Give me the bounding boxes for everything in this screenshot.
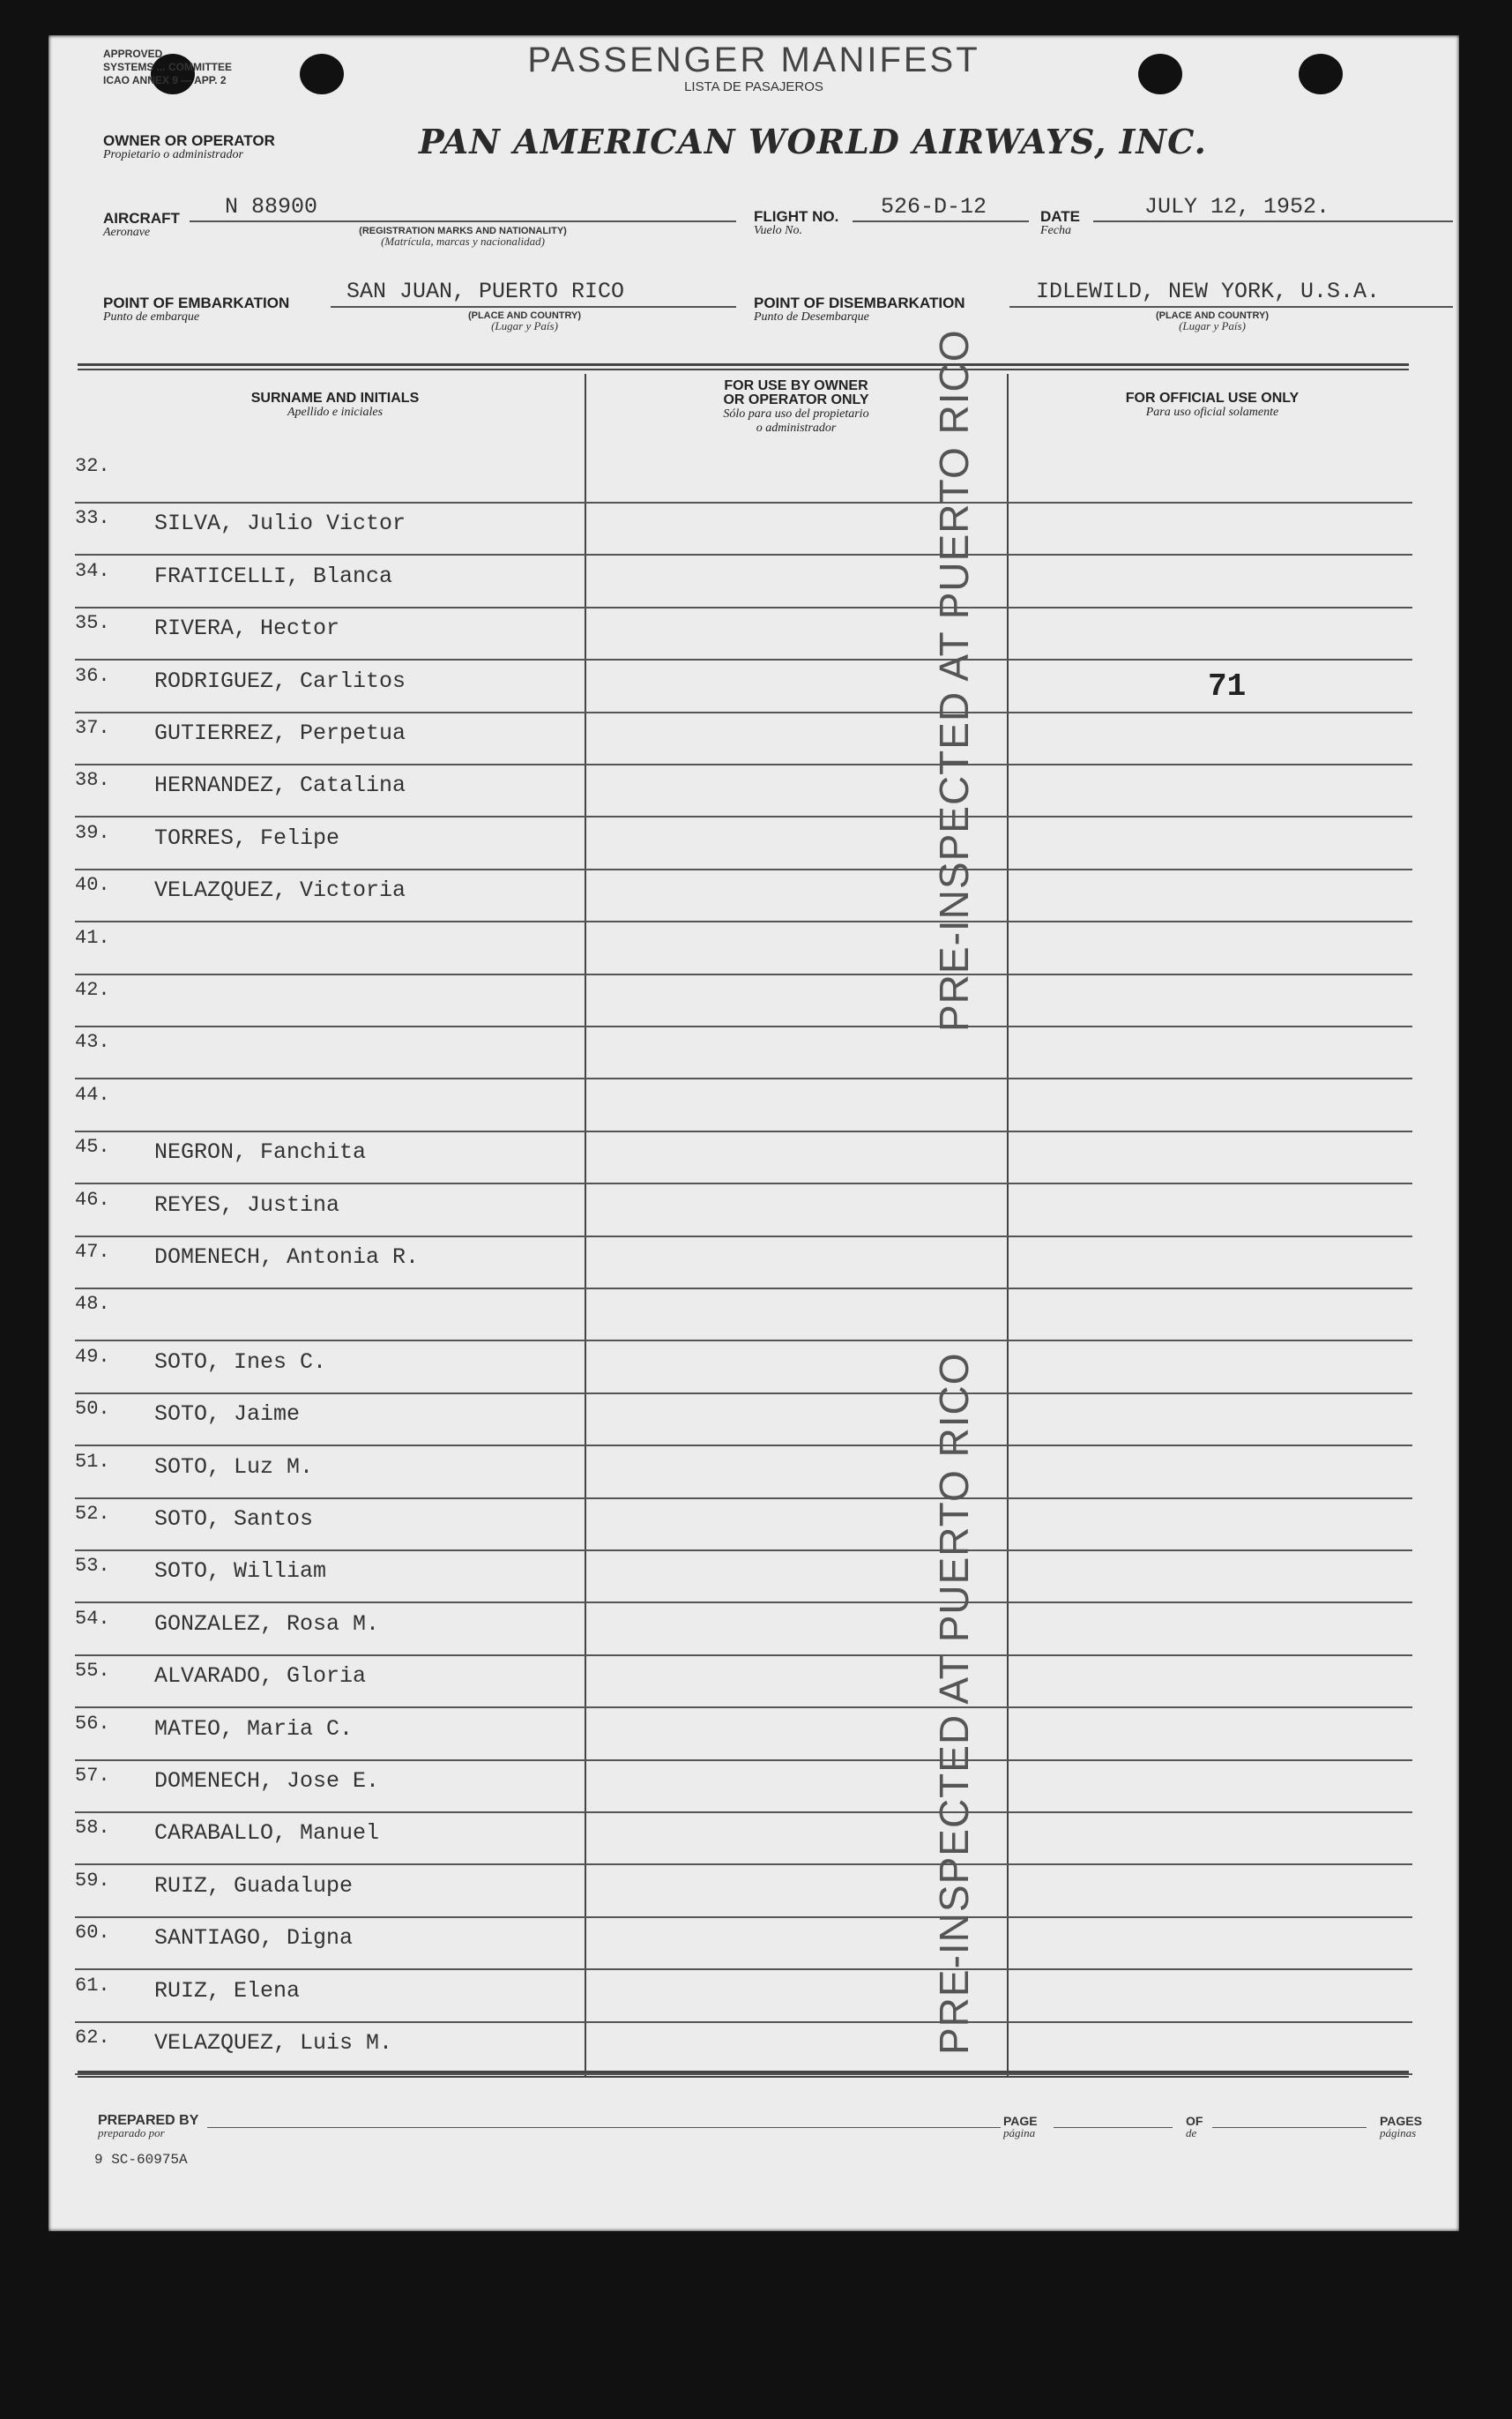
passenger-name: FRATICELLI, Blanca (154, 563, 393, 589)
row-number: 36. (75, 664, 110, 687)
table-row (75, 974, 1412, 1027)
row-number: 55. (75, 1660, 110, 1683)
flight-underline (853, 220, 1029, 222)
form-number: 9 SC-60975A (94, 2152, 188, 2168)
table-row (75, 1549, 1412, 1603)
table-row (75, 1340, 1412, 1394)
row-number: 59. (75, 1869, 110, 1892)
passenger-name: NEGRON, Fanchita (154, 1139, 367, 1166)
row-number: 34. (75, 559, 110, 582)
place-note: (PLACE AND COUNTRY) (Lugar y País) (1155, 310, 1270, 332)
row-number: 48. (75, 1293, 110, 1316)
passenger-name: SOTO, William (154, 1558, 327, 1585)
passenger-name: RUIZ, Elena (154, 1977, 301, 2004)
table-row (75, 1759, 1412, 1813)
row-number: 61. (75, 1974, 110, 1997)
table-row (75, 1916, 1412, 1970)
passenger-name: SOTO, Santos (154, 1506, 314, 1532)
embarkation-label: POINT OF EMBARKATION Punto de embarque (103, 295, 290, 324)
flight-label: FLIGHT NO. Vuelo No. (754, 208, 839, 237)
row-number: 49. (75, 1345, 110, 1368)
row-number: 44. (75, 1083, 110, 1106)
pre-inspected-stamp: PRE-INSPECTED AT PUERTO RICO (931, 329, 977, 1032)
disembarkation-label: POINT OF DISEMBARKATION Punto de Desembarque (754, 295, 965, 324)
flight-value: 526-D-12 (881, 194, 987, 220)
passenger-name: SOTO, Luz M. (154, 1453, 314, 1480)
owner-label: OWNER OR OPERATOR Propietario o administrador (103, 132, 275, 161)
row-number: 39. (75, 821, 110, 844)
row-number: 53. (75, 1555, 110, 1578)
row-number: 62. (75, 2027, 110, 2049)
form-subtitle: LISTA DE PASAJEROS (684, 79, 823, 94)
date-underline (1093, 220, 1453, 222)
passenger-name: RODRIGUEZ, Carlitos (154, 668, 406, 694)
aircraft-underline (190, 220, 736, 222)
table-row (75, 1445, 1412, 1499)
pages-label: PAGES páginas (1380, 2114, 1422, 2139)
table-row (75, 712, 1412, 765)
passenger-name: GUTIERREZ, Perpetua (154, 720, 406, 746)
owner-label-es: Propietario o administrador (103, 148, 243, 161)
footer-divider (78, 2071, 1409, 2078)
punch-hole (1299, 54, 1343, 94)
punch-hole (300, 54, 344, 94)
row-number: 52. (75, 1503, 110, 1525)
passenger-name: VELAZQUEZ, Victoria (154, 877, 406, 904)
table-row (75, 1707, 1412, 1761)
row-number: 42. (75, 979, 110, 1001)
row-number: 37. (75, 717, 110, 739)
column-header-official-use: FOR OFFICIAL USE ONLY Para uso oficial solamente (1125, 391, 1300, 419)
passenger-name: DOMENECH, Antonia R. (154, 1244, 420, 1270)
embarkation-label-es: Punto de embarque (103, 310, 200, 324)
row-number: 57. (75, 1765, 110, 1787)
table-row (75, 764, 1412, 818)
row-number: 58. (75, 1817, 110, 1840)
of-label: OF de (1186, 2114, 1203, 2139)
passenger-name: SOTO, Ines C. (154, 1348, 327, 1375)
passenger-name: CARABALLO, Manuel (154, 1820, 380, 1847)
manifest-page (48, 35, 1459, 2231)
embarkation-underline (331, 306, 736, 308)
row-number: 43. (75, 1031, 110, 1054)
row-number: 40. (75, 874, 110, 897)
table-row (75, 2021, 1412, 2075)
form-title: PASSENGER MANIFEST (527, 41, 980, 79)
place-note: (PLACE AND COUNTRY) (Lugar y País) (467, 310, 582, 332)
passenger-name: HERNANDEZ, Catalina (154, 773, 406, 799)
passenger-name: RIVERA, Hector (154, 616, 340, 642)
punch-hole (1138, 54, 1182, 94)
column-header-surname: SURNAME AND INITIALS Apellido e iniciales (250, 391, 420, 419)
passenger-name: VELAZQUEZ, Luis M. (154, 2030, 393, 2056)
header-divider (78, 363, 1409, 370)
aircraft-value: N 88900 (225, 194, 318, 220)
row-number: 60. (75, 1922, 110, 1945)
date-label-es: Fecha (1040, 224, 1071, 237)
table-row (75, 869, 1412, 922)
page-label: PAGE página (1003, 2114, 1038, 2139)
row-number: 50. (75, 1398, 110, 1421)
table-row (75, 1497, 1412, 1551)
passenger-name: SOTO, Jaime (154, 1401, 301, 1428)
row-number: 45. (75, 1136, 110, 1159)
date-label: DATE Fecha (1040, 208, 1081, 237)
table-row (75, 1811, 1412, 1865)
date-value: JULY 12, 1952. (1144, 194, 1330, 220)
embarkation-value: SAN JUAN, PUERTO RICO (346, 279, 625, 304)
passenger-name: REYES, Justina (154, 1191, 340, 1218)
passenger-name: SILVA, Julio Victor (154, 511, 406, 537)
aircraft-label: AIRCRAFT Aeronave (103, 210, 180, 239)
row-number: 46. (75, 1188, 110, 1211)
table-row (75, 450, 1412, 504)
table-row (75, 817, 1412, 870)
approval-line: SYSTEMS ... COMMITTEE (103, 61, 233, 73)
row-number: 32. (75, 455, 110, 477)
approval-line: ICAO ANNEX 9 — APP. 2 (103, 74, 227, 86)
table-row (75, 1392, 1412, 1446)
of-line (1212, 2127, 1367, 2128)
table-row (75, 1969, 1412, 2023)
disembarkation-underline (1009, 306, 1453, 308)
table-row (75, 1131, 1412, 1184)
passenger-name: GONZALEZ, Rosa M. (154, 1610, 380, 1637)
row-number: 56. (75, 1712, 110, 1735)
prepared-by-line (207, 2127, 1001, 2128)
approval-block (103, 48, 232, 87)
passenger-name: ALVARADO, Gloria (154, 1663, 367, 1690)
airline-name: PAN AMERICAN WORLD AIRWAYS, INC. (419, 122, 1207, 161)
table-row (75, 1183, 1412, 1237)
approval-line: APPROVED (103, 48, 163, 60)
disembarkation-label-es: Punto de Desembarque (754, 310, 869, 324)
table-row (75, 922, 1412, 975)
table-row (75, 555, 1412, 608)
row-number: 33. (75, 507, 110, 530)
official-mark: 71 (1208, 668, 1247, 705)
row-number: 51. (75, 1450, 110, 1473)
disembarkation-value: IDLEWILD, NEW YORK, U.S.A. (1036, 279, 1381, 304)
row-number: 41. (75, 926, 110, 949)
table-row (75, 502, 1412, 556)
table-row (75, 1026, 1412, 1079)
table-row (75, 1079, 1412, 1132)
table-row (75, 607, 1412, 661)
table-row (75, 1288, 1412, 1341)
row-number: 35. (75, 612, 110, 635)
table-row (75, 1236, 1412, 1289)
passenger-name: TORRES, Felipe (154, 825, 340, 851)
row-number: 47. (75, 1241, 110, 1263)
table-row (75, 1602, 1412, 1656)
pre-inspected-stamp: PRE-INSPECTED AT PUERTO RICO (931, 1352, 977, 2055)
passenger-name: DOMENECH, Jose E. (154, 1768, 380, 1794)
column-header-owner-use: FOR USE BY OWNER OR OPERATOR ONLY Sólo para uso del propietario o administrador (723, 378, 869, 435)
prepared-by-label: PREPARED BY preparado por (98, 2113, 199, 2139)
aircraft-label-es: Aeronave (103, 226, 151, 239)
table-row (75, 1654, 1412, 1708)
registration-note: (REGISTRATION MARKS AND NATIONALITY) (Matrícula, marcas y nacionalidad) (359, 226, 567, 248)
page-line (1054, 2127, 1173, 2128)
flight-label-es: Vuelo No. (754, 224, 802, 237)
passenger-name: RUIZ, Guadalupe (154, 1872, 354, 1899)
passenger-name: MATEO, Maria C. (154, 1715, 354, 1742)
table-row (75, 1864, 1412, 1918)
row-number: 54. (75, 1607, 110, 1630)
row-number: 38. (75, 769, 110, 792)
passenger-name: SANTIAGO, Digna (154, 1925, 354, 1952)
